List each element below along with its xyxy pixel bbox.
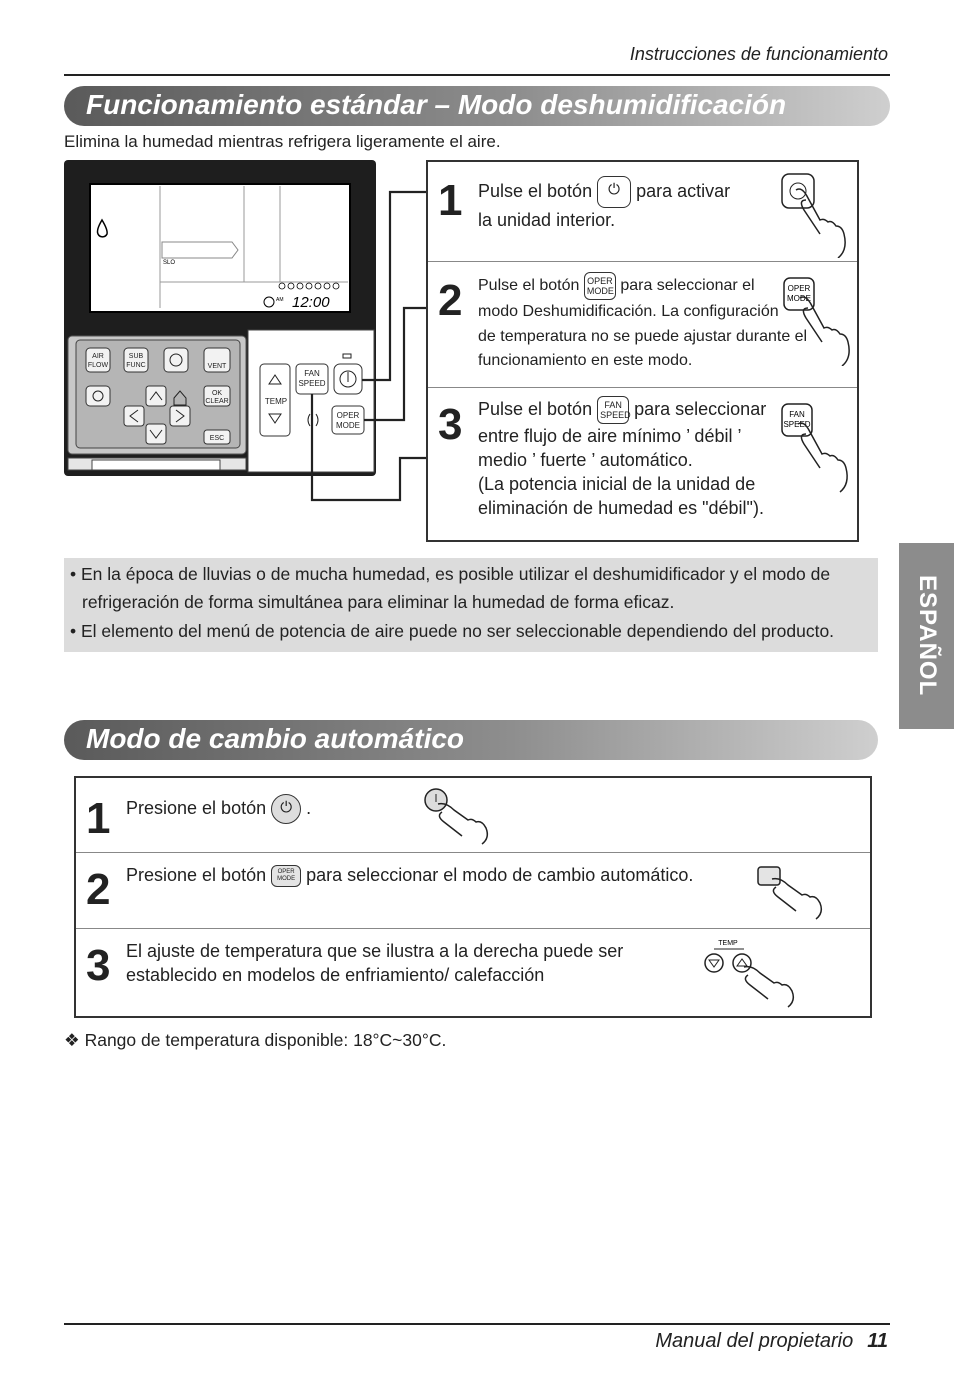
page-number: 11 <box>867 1330 888 1352</box>
language-label: ESPAÑOL <box>914 575 941 697</box>
hand-press-oper-mode-icon-2 <box>756 863 836 923</box>
note-box <box>64 558 878 652</box>
oper-mode-button-icon: OPER MODE <box>584 272 616 300</box>
temp-up-icon <box>733 954 751 972</box>
power-button-icon: ⏻ <box>271 794 301 824</box>
svg-text:SPEED: SPEED <box>783 420 811 429</box>
footer-label: Manual del propietario <box>655 1330 854 1352</box>
step-text: El ajuste de temperatura que se ilustra a la derecha puede ser establecido en modelos de enfriamiento/ calefacción <box>126 941 624 985</box>
svg-text:FAN: FAN <box>304 369 320 378</box>
step-number: 2 <box>438 276 463 325</box>
language-side-tab <box>899 543 954 729</box>
footer-rule <box>64 1323 890 1325</box>
svg-text:SPEED: SPEED <box>298 379 326 388</box>
temperature-range-note: ❖ Rango de temperatura disponible: 18°C~30°C. <box>64 1030 447 1050</box>
step-text: Pulse el botón ⏻ para activar la unidad interior. <box>478 176 730 232</box>
section2-banner <box>64 720 878 760</box>
remote-display <box>90 184 350 312</box>
hand-press-fan-speed-icon <box>778 400 856 496</box>
step-text: Presione el botón OPER MODE para seleccionar el modo de cambio automático. <box>126 863 746 887</box>
svg-text:OPER: OPER <box>336 411 360 420</box>
svg-text:AIR: AIR <box>92 353 104 360</box>
hand-press-temp-icon <box>698 937 810 1011</box>
display-slo: SLO <box>163 260 176 266</box>
note-1-cont: refrigeración de forma simultánea para eliminar la humedad de forma eficaz. <box>82 592 675 612</box>
power-button-icon: ⏻ <box>597 176 631 208</box>
note-2: • El elemento del menú de potencia de aire puede no ser seleccionable dependiendo del producto. <box>70 621 835 641</box>
section1-steps-box <box>426 160 859 542</box>
svg-text:OPER: OPER <box>787 284 811 293</box>
section1-step-1 <box>428 162 857 262</box>
fan-speed-button-icon: FAN SPEED <box>597 396 629 424</box>
section2-title: Modo de cambio automático <box>86 723 465 754</box>
display-time: 12:00 <box>292 294 330 311</box>
svg-text:FAN: FAN <box>789 410 805 419</box>
svg-text:CLEAR: CLEAR <box>205 398 229 405</box>
step-number: 3 <box>438 400 463 449</box>
section2-step-1 <box>76 778 870 853</box>
header-section-label: Instrucciones de funcionamiento <box>629 44 888 64</box>
svg-text:FUNC: FUNC <box>126 362 146 369</box>
section1-step-3 <box>428 388 857 542</box>
note-1: • En la época de lluvias o de mucha humedad, es posible utilizar el deshumidificador y el modo de <box>70 564 831 584</box>
step-number: 1 <box>438 176 463 225</box>
section1-intro: Elimina la humedad mientras refrigera ligeramente el aire. <box>64 132 501 151</box>
svg-text:SUB: SUB <box>128 353 144 360</box>
hand-press-oper-mode-icon <box>780 274 856 366</box>
down-arrow-button <box>146 424 166 444</box>
svg-text:OK: OK <box>211 390 223 397</box>
oper-mode-button-icon: OPER MODE <box>271 865 301 887</box>
step-number: 1 <box>86 794 111 843</box>
svg-text:FLOW: FLOW <box>87 362 109 369</box>
svg-text:VENT: VENT <box>207 363 227 370</box>
temp-down-icon <box>705 954 723 972</box>
section2-step-2 <box>76 853 870 929</box>
step-text: Presione el botón ⏻ . <box>126 794 311 824</box>
svg-text:TEMP: TEMP <box>264 397 288 406</box>
section2-steps-box <box>74 776 872 1018</box>
svg-text:MODE: MODE <box>787 294 811 303</box>
diamond-bullet-icon: ❖ <box>64 1030 80 1050</box>
settings-button <box>164 348 188 372</box>
step-text: Pulse el botón FAN SPEED para seleccionar entre flujo de aire mínimo ’ débil ’ medio ’ fuerte ’ automático. (La potencia inicial de la unidad de eliminación de humedad es "débil"). <box>478 396 798 520</box>
section1-step-2 <box>428 262 857 388</box>
footer <box>655 1330 888 1353</box>
temp-label: TEMP <box>718 940 738 947</box>
timer-button <box>86 386 110 406</box>
hand-press-power-icon <box>778 170 854 258</box>
svg-text:MODE: MODE <box>336 421 360 430</box>
svg-text:ESC: ESC <box>209 435 225 442</box>
step-text: Pulse el botón OPER MODE para seleccionar el modo Deshumidificación. La configuración de temperatura no se puede ajustar durante el funcionamiento en este modo. <box>478 272 808 374</box>
right-arrow-button <box>170 406 190 426</box>
up-arrow-button <box>146 386 166 406</box>
step-number: 2 <box>86 865 111 914</box>
display-am: AM <box>276 297 284 303</box>
hand-press-power-icon-2 <box>422 786 502 846</box>
remote-controller-illustration <box>62 158 432 504</box>
header-rule <box>64 74 890 76</box>
left-arrow-button <box>124 406 144 426</box>
section1-title: Funcionamiento estándar – Modo deshumidificación <box>86 89 787 120</box>
section1-banner <box>64 86 890 126</box>
step-number: 3 <box>86 941 111 990</box>
section2-step-3 <box>76 929 870 1016</box>
